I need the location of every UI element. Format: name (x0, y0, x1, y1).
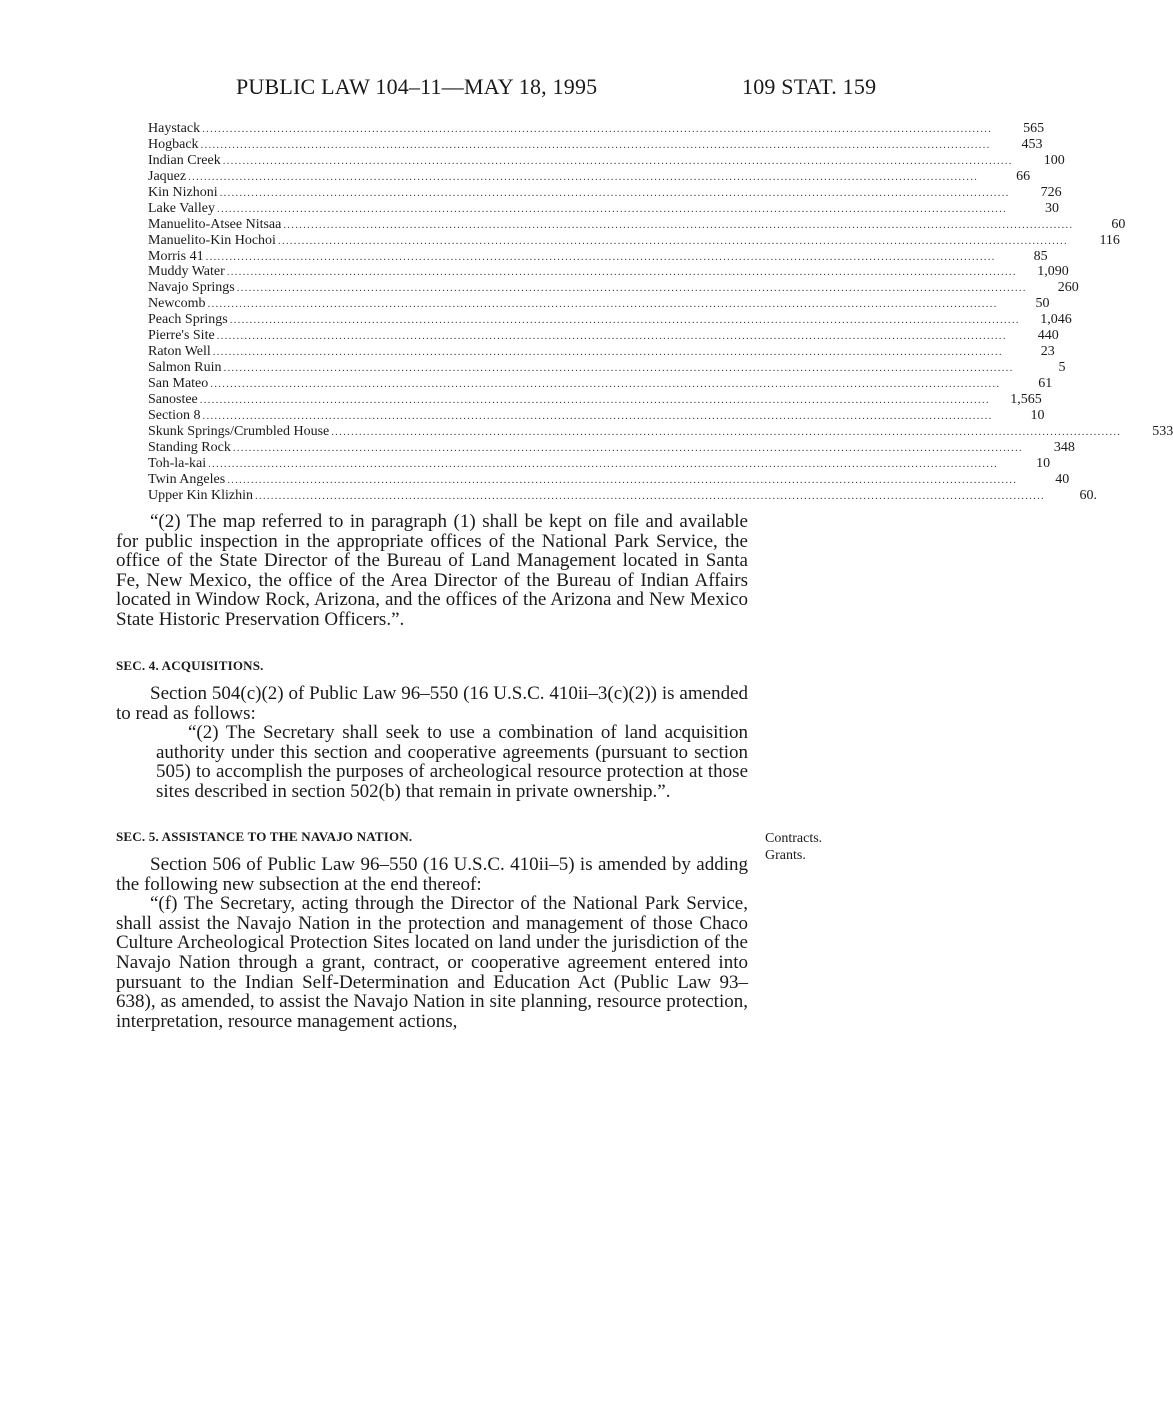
site-name: Lake Valley (148, 200, 215, 216)
site-acreage: 440 (1037, 328, 1059, 344)
site-acreage: 726 (1040, 184, 1062, 200)
site-name: Standing Rock (148, 439, 231, 455)
margin-note-contracts: Contracts. (765, 831, 823, 846)
dot-leader: ........................................................................................................................................................................................................ (205, 250, 996, 263)
page-title: PUBLIC LAW 104–11—MAY 18, 1995 (236, 74, 598, 99)
map-paragraph-block (116, 512, 748, 630)
site-acreage: 5 (1058, 360, 1066, 376)
site-acreage: 453 (1021, 136, 1043, 152)
table-row (148, 471, 1070, 488)
table-row (148, 264, 1069, 280)
site-name: Manuelito-Atsee Nitsaa (148, 216, 282, 232)
table-row (148, 216, 1126, 233)
site-name: Manuelito-Kin Hochoi (148, 232, 276, 248)
table-row (148, 248, 1048, 265)
table-row (148, 391, 1042, 408)
map-paragraph: “(2) The map referred to in paragraph (1) shall be kept on file and available for public inspection in the appropriate offices of the National Park Service, the office of the State Director of the Bureau of Land Management located in Santa Fe, New Mexico, the office of the Area Director of the Bureau of Indian Affairs located in Window Rock, Arizona, and the offices of the Arizona and New Mexico State Historic Preservation Officers.”. (116, 511, 748, 630)
site-name: Peach Springs (148, 312, 228, 328)
site-name: Indian Creek (148, 152, 221, 168)
dot-leader: ........................................................................................................................................................................................................ (254, 489, 1045, 502)
dot-leader: ........................................................................................................................................................................................................ (188, 170, 979, 183)
section-5-body (116, 855, 748, 1031)
site-acreage: 260 (1057, 280, 1079, 296)
dot-leader: ........................................................................................................................................................................................................ (200, 138, 991, 151)
site-name: San Mateo (148, 376, 209, 391)
site-acreage: 85 (1033, 248, 1048, 264)
site-name: Toh-la-kai (148, 455, 207, 471)
table-row (148, 152, 1065, 169)
dot-leader: ........................................................................................................................................................................................................ (232, 441, 1023, 454)
site-acreage: 348 (1053, 439, 1075, 455)
stat-page-number: 109 STAT. 159 (742, 74, 877, 99)
site-acreage: 66 (1016, 168, 1031, 184)
site-acreage: 1,090 (1037, 264, 1069, 280)
site-acreage: 50 (1035, 296, 1050, 312)
dot-leader: ........................................................................................................................................................................................................ (202, 123, 993, 135)
section-5-heading: SEC. 5. ASSISTANCE TO THE NAVAJO NATION. (116, 829, 413, 844)
table-row (148, 344, 1055, 360)
site-acreage: 23 (1040, 344, 1055, 360)
site-name: Muddy Water (148, 264, 225, 280)
table-row (148, 296, 1050, 312)
dot-leader: ........................................................................................................................................................................................................ (223, 362, 1014, 375)
site-acreage: 565 (1023, 121, 1045, 136)
table-row (148, 312, 1072, 328)
site-acreage: 10 (1036, 455, 1051, 471)
section-4-intro: Section 504(c)(2) of Public Law 96–550 (16 U.S.C. 410ii–3(c)(2)) is amended to read as follows: (116, 683, 748, 724)
site-acreage: 10 (1030, 407, 1045, 423)
site-name: Haystack (148, 121, 201, 136)
table-row (148, 487, 1097, 504)
site-acreage: 533 (1152, 423, 1173, 439)
site-name: Pierre's Site (148, 328, 215, 344)
table-row (148, 136, 1043, 153)
margin-note (765, 830, 822, 864)
section-4-body (116, 684, 748, 802)
table-row (148, 168, 1031, 185)
table-row (148, 280, 1079, 296)
dot-leader: ........................................................................................................................................................................................................ (210, 378, 1001, 390)
site-acreage: 116 (1099, 232, 1120, 248)
site-acreage-table (148, 121, 1173, 504)
site-name: Newcomb (148, 296, 206, 312)
dot-leader: ........................................................................................................................................................................................................ (199, 393, 990, 406)
site-acreage: 61 (1038, 376, 1053, 391)
table-row (148, 376, 1053, 392)
site-acreage: 30 (1045, 200, 1059, 216)
site-name: Raton Well (148, 344, 211, 360)
dot-leader: ........................................................................................................................................................................................................ (208, 457, 999, 470)
dot-leader: ........................................................................................................................................................................................................ (216, 330, 1007, 343)
site-acreage: 1,565 (1010, 391, 1042, 407)
table-row (148, 455, 1051, 472)
section-5-intro: Section 506 of Public Law 96–550 (16 U.S.C. 410ii–5) is amended by adding the following new subsection at the end thereof: (116, 854, 748, 895)
margin-note-grants: Grants. (765, 848, 806, 863)
table-row (148, 232, 1120, 249)
site-acreage: 1,046 (1040, 312, 1072, 328)
site-name: Jaquez (148, 168, 187, 184)
site-name: Sanostee (148, 391, 198, 407)
site-acreage: 100 (1043, 152, 1065, 168)
dot-leader: ........................................................................................................................................................................................................ (212, 346, 1003, 359)
site-name: Kin Nizhoni (148, 184, 218, 200)
table-row (148, 184, 1062, 201)
section-4-quote: “(2) The Secretary shall seek to use a combination of land acquisition authority under this section and cooperative agreements (pursuant to section 505) to accomplish the purposes of archeological resource protection at those sites described in section 502(b) that remain in private ownership.”. (156, 722, 748, 802)
site-acreage: 40 (1055, 471, 1070, 487)
dot-leader: ........................................................................................................................................................................................................ (202, 409, 993, 422)
table-row (148, 407, 1045, 424)
dot-leader: ........................................................................................................................................................................................................ (229, 314, 1020, 327)
site-acreage: 60. (1079, 487, 1097, 503)
table-row (148, 328, 1059, 344)
site-name: Twin Angeles (148, 471, 226, 487)
dot-leader: ........................................................................................................................................................................................................ (227, 473, 1018, 486)
site-name: Navajo Springs (148, 280, 235, 296)
section-5-quote: “(f) The Secretary, acting through the Director of the National Park Service, shall assist the Navajo Nation in the protection and management of those Chaco Culture Archeological Protection Sites located on land under the jurisdiction of the Navajo Nation through a grant, contract, or cooperative agreement entered into pursuant to the Indian Self-Determination and Education Act (Public Law 93–638), as amended, to assist the Navajo Nation in site planning, resource protection, interpretation, resource management actions, (116, 893, 748, 1032)
site-name: Upper Kin Klizhin (148, 487, 253, 503)
dot-leader: ........................................................................................................................................................................................................ (331, 425, 1122, 438)
site-name: Hogback (148, 136, 199, 152)
dot-leader: ........................................................................................................................................................................................................ (226, 266, 1017, 279)
table-row (148, 439, 1075, 456)
table-row (148, 121, 1045, 137)
dot-leader: ........................................................................................................................................................................................................ (222, 154, 1013, 167)
dot-leader: ........................................................................................................................................................................................................ (217, 202, 1007, 215)
page-header (0, 74, 957, 104)
site-acreage: 60 (1111, 216, 1126, 232)
section-4-heading: SEC. 4. ACQUISITIONS. (116, 658, 264, 673)
dot-leader: ........................................................................................................................................................................................................ (219, 186, 1010, 199)
dot-leader: ........................................................................................................................................................................................................ (283, 218, 1074, 231)
site-name: Skunk Springs/Crumbled House (148, 423, 330, 439)
site-name: Morris 41 (148, 248, 204, 264)
table-row (148, 360, 1066, 376)
dot-leader: ........................................................................................................................................................................................................ (207, 298, 998, 311)
dot-leader: ........................................................................................................................................................................................................ (236, 282, 1027, 295)
site-name: Section 8 (148, 407, 201, 423)
site-name: Salmon Ruin (148, 360, 222, 376)
table-row (148, 200, 1059, 217)
dot-leader: ........................................................................................................................................................................................................ (277, 234, 1068, 247)
table-row (148, 423, 1173, 440)
